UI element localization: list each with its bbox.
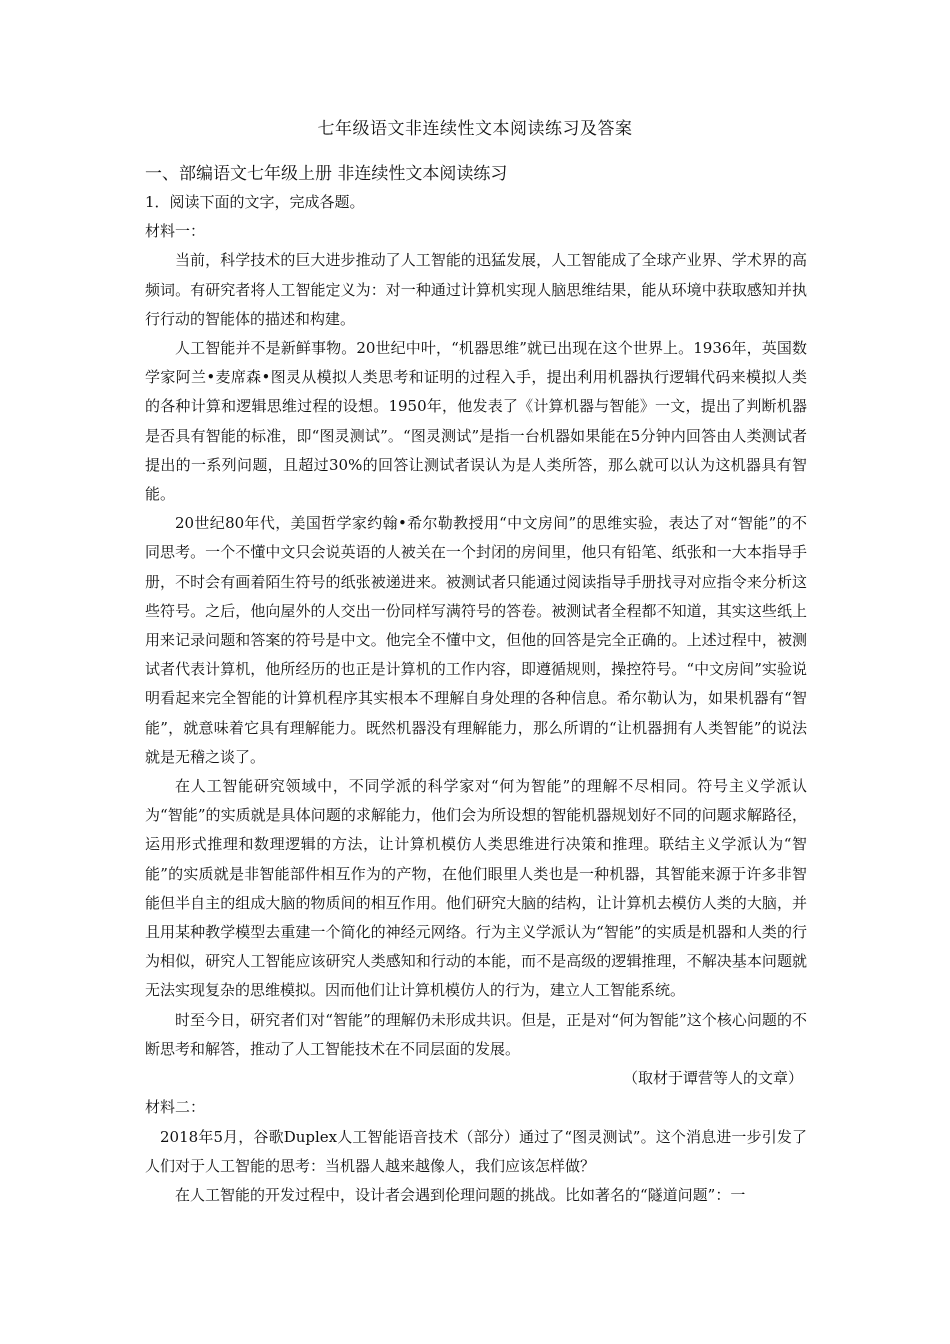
- material-two-paragraph: 在人工智能的开发过程中，设计者会遇到伦理问题的挑战。比如著名的“隧道问题”：一: [175, 1185, 746, 1204]
- material-one-paragraph: 当前，科学技术的巨大进步推动了人工智能的迅猛发展，人工智能成了全球产业界、学术界的高频词。有研究者将人工智能定义为：对一种通过计算机实现人脑思维结果，能从环境中获取感知并执行行动的智能体的描述和构建。: [145, 251, 807, 328]
- material-one-paragraph: 时至今日，研究者们对“智能”的理解仍未形成共识。但是，正是对“何为智能”这个核心问题的不断思考和解答，推动了人工智能技术在不同层面的发展。: [145, 1010, 807, 1058]
- material-one-paragraph: 20世纪80年代，美国哲学家约翰•希尔勒教授用“中文房间”的思维实验，表达了对“智能”的不同思考。一个不懂中文只会说英语的人被关在一个封闭的房间里，他只有铅笔、纸张和一大本指导手册，不时会有画着陌生符号的纸张被递进来。被测试者只能通过阅读指导手册找寻对应指令来分析这些符号。之后，他向屋外的人交出一份同样写满符号的答卷。被测试者全程都不知道，其实这些纸上用来记录问题和答案的符号是中文。他完全不懂中文，但他的回答是完全正确的。上述过程中，被测试者代表计算机，他所经历的也正是计算机的工作内容，即遵循规则，操控符号。“中文房间”实验说明看起来完全智能的计算机程序其实根本不理解自身处理的各种信息。希尔勒认为，如果机器有“智能”，就意味着它具有理解能力。既然机器没有理解能力，那么所谓的“让机器拥有人类智能”的说法就是无稽之谈了。: [145, 514, 807, 766]
- material-two-paragraph: 2018年5月，谷歌Duplex人工智能语音技术（部分）通过了“图灵测试”。这个消息进一步引发了人们对于人工智能的思考：当机器人越来越像人，我们应该怎样做？: [145, 1127, 807, 1175]
- document-title: 七年级语文非连续性文本阅读练习及答案: [317, 119, 633, 139]
- material-two-label: 材料二：: [145, 1098, 206, 1117]
- document-body: [145, 160, 807, 1210]
- material-one-label: 材料一：: [145, 222, 206, 241]
- material-one-paragraph: 人工智能并不是新鲜事物。20世纪中叶，“机器思维”就已出现在这个世界上。1936年，英国数学家阿兰•麦席森•图灵从模拟人类思考和证明的过程入手，提出利用机器执行逻辑代码来模拟人类的各种计算和逻辑思维过程的设想。1950年，他发表了《计算机器与智能》一文，提出了判断机器是否具有智能的标准，即“图灵测试”。“图灵测试”是指一台机器如果能在5分钟内回答由人类测试者提出的一系列问题，且超过30%的回答让测试者误认为是人类所答，那么就可以认为这机器具有智能。: [145, 339, 807, 504]
- material-one-source: （取材于谭营等人的文章）: [622, 1069, 803, 1088]
- section-heading: 一、部编语文七年级上册 非连续性文本阅读练习: [145, 164, 508, 184]
- question-intro: 1．阅读下面的文字，完成各题。: [145, 193, 365, 211]
- material-one-paragraph: 在人工智能研究领域中，不同学派的科学家对“何为智能”的理解不尽相同。符号主义学派认为“智能”的实质就是具体问题的求解能力，他们会为所设想的智能机器规划好不同的问题求解路径，运用形式推理和数理逻辑的方法，让计算机模仿人类思维进行决策和推理。联结主义学派认为“智能”的实质就是非智能部件相互作为的产物，在他们眼里人类也是一种机器，其智能来源于许多非智能但半自主的组成大脑的物质间的相互作用。他们研究大脑的结构，让计算机去模仿人类的大脑，并且用某种教学模型去重建一个简化的神经元网络。行为主义学派认为“智能”的实质是机器和人类的行为相似，研究人工智能应该研究人类感知和行动的本能，而不是高级的逻辑推理，不解决基本问题就无法实现复杂的思维模拟。因而他们让计算机模仿人的行为，建立人工智能系统。: [145, 777, 807, 1000]
